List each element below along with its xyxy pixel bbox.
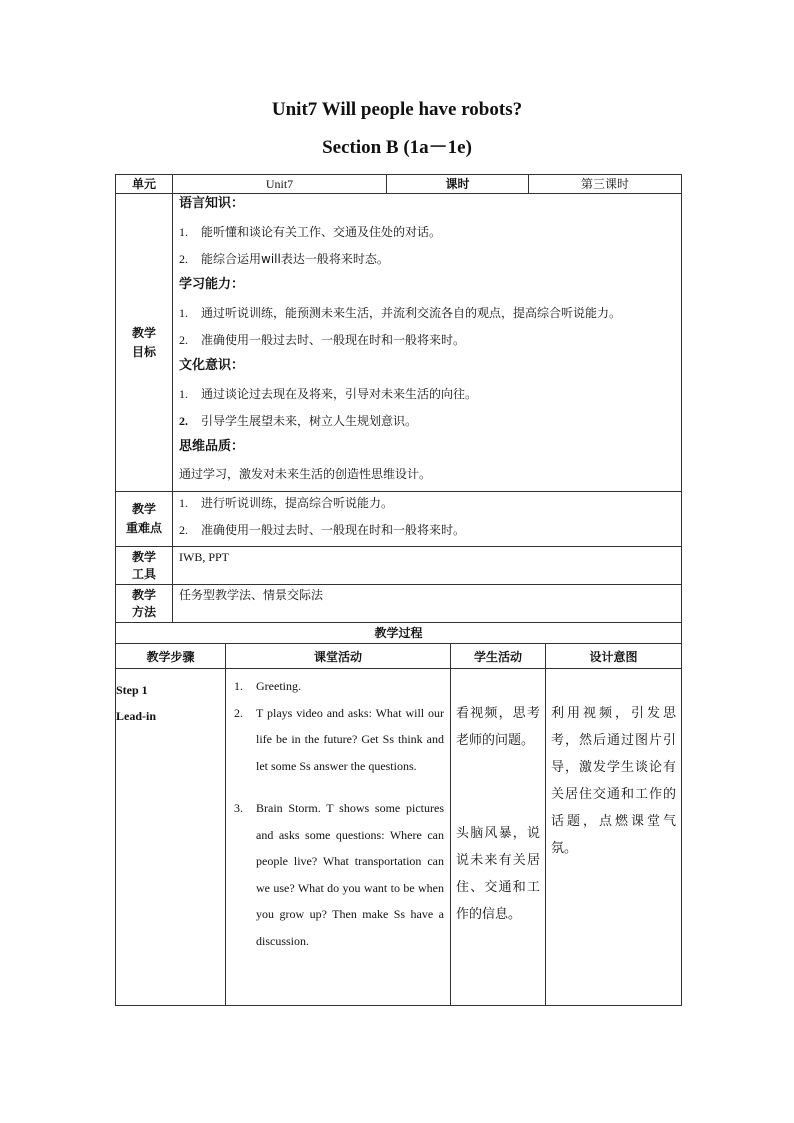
student-activity-2: 头脑风暴，说说未来有关居住、交通和工作的信息。 (456, 826, 540, 922)
item-text: 能综合运用will表达一般将来时态。 (201, 252, 389, 266)
list-item: 2. 能综合运用will表达一般将来时态。 (179, 252, 389, 266)
activity-text: Greeting. (256, 679, 301, 693)
list-item: 1. 通过谈论过去现在及将来，引导对未来生活的向往。 (179, 387, 478, 401)
key-points-label (116, 492, 173, 547)
tools-label-l2: 工具 (131, 566, 156, 581)
item-text: 能听懂和谈论有关工作、交通及住处的对话。 (201, 225, 442, 239)
document-title: Unit7 Will people have robots? (271, 99, 523, 120)
activity-item (226, 700, 450, 780)
activity-item (226, 673, 450, 700)
col-activity-header: 课堂活动 (226, 644, 451, 669)
activity-cell (226, 669, 451, 1006)
objectives-label (116, 194, 173, 492)
activity-number: 2. (234, 705, 243, 720)
section-ability: 学习能力： (179, 277, 245, 292)
section-culture: 文化意识： (179, 358, 245, 373)
tools-value: IWB, PPT (173, 547, 682, 585)
period-value: 第三课时 (529, 175, 682, 194)
methods-label-l1: 教学 (131, 587, 156, 602)
list-item: 2. 准确使用一般过去时、一般现在时和一般将来时。 (179, 523, 466, 537)
period-label: 课时 (387, 175, 529, 194)
item-text: 通过听说训练，能预测未来生活，并流利交流各自的观点，提高综合听说能力。 (201, 306, 622, 320)
list-item: 2. 引导学生展望未来，树立人生规划意识。 (179, 414, 418, 428)
design-intent-cell (546, 669, 682, 1006)
key-points-label-l2: 重难点 (125, 521, 162, 535)
col-student-header: 学生活动 (451, 644, 546, 669)
list-item: 1. 通过听说训练，能预测未来生活，并流利交流各自的观点，提高综合听说能力。 (179, 306, 622, 320)
activity-text: T plays video and asks: What will our life be in the future? Get Ss think and let some Ss answer the questions. (256, 705, 444, 773)
methods-label (116, 585, 173, 623)
step-cell (116, 669, 226, 1006)
teaching-process-table (115, 622, 682, 1006)
activity-item (226, 795, 450, 954)
methods-label-l2: 方法 (131, 604, 156, 619)
item-text: 进行听说训练，提高综合听说能力。 (201, 496, 394, 510)
col-design-header: 设计意图 (546, 644, 682, 669)
list-item: 1. 进行听说训练，提高综合听说能力。 (179, 496, 394, 510)
item-text: 通过谈论过去现在及将来，引导对未来生活的向往。 (201, 387, 478, 401)
objectives-label-l1: 教学 (131, 325, 156, 340)
process-title: 教学过程 (116, 623, 682, 644)
design-intent-text: 利用视频，引发思考，然后通过图片引导，激发学生谈论有关居住交通和工作的话题，点燃课堂气氛。 (551, 706, 677, 856)
objectives-content (173, 194, 682, 492)
tools-label (116, 547, 173, 585)
activity-number: 1. (234, 679, 243, 693)
section-language: 语言知识： (179, 196, 245, 211)
student-activity-1: 看视频，思考老师的问题。 (456, 706, 540, 748)
tools-label-l1: 教学 (131, 549, 156, 564)
col-steps-header: 教学步骤 (116, 644, 226, 669)
unit-label: 单元 (116, 175, 173, 194)
activity-number: 3. (234, 801, 243, 815)
student-activity-cell (451, 669, 546, 1006)
list-item: 1. 能听懂和谈论有关工作、交通及住处的对话。 (179, 225, 442, 239)
step-subtitle: Lead-in (116, 709, 157, 723)
list-item: 2. 准确使用一般过去时、一般现在时和一般将来时。 (179, 333, 466, 347)
key-points-content (173, 492, 682, 547)
thinking-text: 通过学习，激发对未来生活的创造性思维设计。 (179, 467, 432, 481)
section-thinking: 思维品质： (179, 439, 245, 454)
lesson-info-table (115, 174, 682, 623)
step-name: Step 1 (116, 683, 148, 697)
item-text: 引导学生展望未来，树立人生规划意识。 (201, 414, 418, 428)
item-text: 准确使用一般过去时、一般现在时和一般将来时。 (201, 523, 466, 537)
item-text: 准确使用一般过去时、一般现在时和一般将来时。 (201, 333, 466, 347)
activity-text: Brain Storm. T shows some pictures and asks some questions: Where can people live? What transportation can we use? What do you want to be when you grow up? Then make Ss have a discussion. (256, 801, 444, 948)
key-points-label-l1: 教学 (131, 502, 156, 516)
unit-value: Unit7 (173, 175, 387, 194)
document-subtitle: Section B (1a－1e) (322, 137, 472, 158)
objectives-label-l2: 目标 (131, 344, 156, 359)
methods-value: 任务型教学法、情景交际法 (173, 585, 682, 623)
